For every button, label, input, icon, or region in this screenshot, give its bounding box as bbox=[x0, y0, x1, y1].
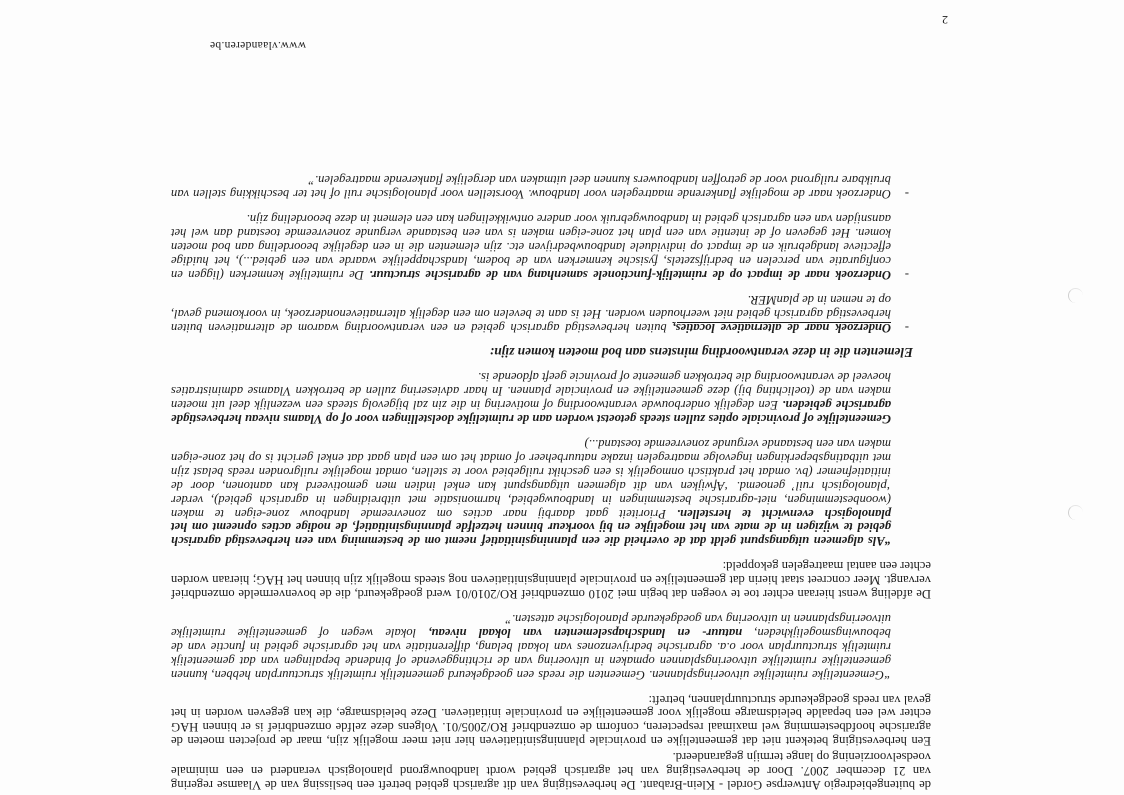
paragraph-gemeentelijke-opties bbox=[171, 370, 891, 426]
quote-uitvoeringsplannen bbox=[171, 611, 891, 681]
quote1-end: lokale wegen of gemeentelijke ruimtelijke uitvoeringsplannen in uitvoering van goedgekeurde planologische attesten.” bbox=[170, 612, 891, 640]
bullet3-text: Onderzoek naar de mogelijke flankerende maatregelen voor landbouw. Voorstellen voor planologische ruil of het ter beschikking stellen van bruikbare ruilgrond voor de getroffen landbouwers kunnen deel uitmaken van dergelijke flankerende maatregelen.” bbox=[171, 173, 891, 202]
quote2-bold: “Als algemeen uitgangspunt geldt dat de overheid die een planningsinitiatief neemt om de bestemming van een herbevestigd agrarisch gebied te wijzigen in de mate van het mogelijke en bij voorkeur binnen hetzelfde planningsinitiatief, de nodige acties opneemt om het planologisch evenwicht te herstellen. bbox=[171, 506, 891, 549]
quote2-text: Prioriteit gaat daarbij naar acties om zonevreemde landbouw zone-eigen te maken (woonbestemmingen, niet-agrarische bestemmingen in landbouwgebied, harmonisatie met uitbreidingen in agrarisch gebied), verder ‘planologisch ruil’ genoemd. ‘Afwijken van dit algemeen uitgangspunt kan enkel indien men gemotiveerd kan aantonen, door de initiatiefnemer (bv. omdat het praktisch onmogelijk is een geschikt ruilgebied voor te stellen, omdat mogelijke ruilgronden reeds belast zijn met uitbatingsbeperkingen ingevolge maatregelen inzake natuurbeheer of omdat het om een plan gaat dat enkel gericht is op het zone-eigen maken van een bestaande vergunde zonevreemde toestand...) bbox=[171, 437, 891, 521]
quote1-bold: natuur- en landschapselementen van lokaal niveau, bbox=[428, 625, 743, 640]
document-body bbox=[171, 162, 931, 791]
elements-header: Elementen die in deze verantwoording minstens aan bod moeten komen zijn: bbox=[489, 344, 913, 360]
punch-hole bbox=[1068, 288, 1083, 303]
para4-bold: Gemeentelijke of provinciale opties zullen steeds getoetst worden aan de ruimtelijke doelstellingen voor of op Vlaams niveau herbevestigde agrarische gebieden. bbox=[171, 398, 891, 427]
bullet-dash: - bbox=[904, 267, 909, 282]
punch-hole bbox=[1068, 505, 1083, 520]
footer-url: www.vlaanderen.be bbox=[209, 39, 306, 51]
bullet1-bold: Onderzoek naar de alternatieve locaties, bbox=[672, 320, 891, 335]
paragraph-beleidsmarge: Een herbevestiging betekent niet dat gemeentelijke en provinciale planningsinitiatieven hier niet meer mogelijk zijn, maar de projecten moeten de agrarische hoofdbestemming wel maximaal respecteren, conform de omzendbrief RO/2005/01. Volgens deze zelfde omzendbrief is er binnen HAG echter wel een bepaalde beleidsmarge mogelijk voor gemeentelijke en provinciale initiatieven. Deze beleidsmarge, die kan gegeven worden in het geval van reeds goedgekeurde structuurplannen, betreft: bbox=[171, 692, 931, 749]
bullet2-bold: Onderzoek naar de impact op de ruimtelijk-functionele samenhang van de agrarische structuur. bbox=[369, 267, 891, 282]
bullet-impact-samenhang bbox=[171, 211, 909, 282]
bullet-dash: - bbox=[904, 187, 909, 202]
bullet2-text: De ruimtelijke kenmerken (liggen en configuratie van percelen en bedrijfszetels, fysische kenmerken van de bodem, landschappelijke waarde van een gebied...), het huidige effectieve landgebruik en de impact op individuele landbouwbedrijven etc. zijn elementen die in een degelijke beoordeling aan bod moeten komen. Het gegeven of de intentie van een plan het zone-eigen maken is van een bestaande vergunde zonevreemde toestand dan wel het aansnijden van een agrarisch gebied in landbouwgebruik voor andere ontwikkelingen kan een element in deze beoordeling zijn. bbox=[171, 212, 891, 282]
intro-paragraph: de buitengebiedregio Antwerpse Gordel - Klein-Brabant. De herbevestiging van dit agrarisch gebied betreft een beslissing van de Vlaamse regering van 21 december 2007. Door de herbevestiging van het agrarisch gebied wordt landbouwgrond planologisch veranderd en een minimale voedselvoorziening op lange termijn gegarandeerd. bbox=[171, 750, 931, 792]
bullet1-text: buiten herbevestigd agrarisch gebied en een verantwoording waarom de alternatieven buiten herbevestigd agrarisch gebied niet weerhouden worden. Het is aan te bevelen om een degelijk alternatievenonderzoek, in voorkomend geval, op te nemen in de planMER. bbox=[171, 292, 891, 335]
page-number: 2 bbox=[942, 13, 948, 27]
paragraph-omzendbrief-2010: De afdeling wenst hieraan echter toe te voegen dat begin mei 2010 omzendbrief RO/2010/01 werd goedgekeurd, die de bovenvermelde omzendbrief vervangt. Meer concreet staat hierin dat gemeentelijke en provinciale planningsinitiatieven nog steeds mogelijk zijn binnen het HAG; hieraan worden echter een aantal maatregelen gekoppeld: bbox=[171, 559, 931, 602]
quote-planologisch-evenwicht bbox=[171, 436, 891, 547]
bullet-flankerende-maatregelen bbox=[171, 173, 909, 202]
bullet-alternatieve-locaties bbox=[171, 292, 909, 335]
bullet-dash: - bbox=[904, 320, 909, 335]
quote1-text: “Gemeentelijke ruimtelijke uitvoeringsplannen. Gemeenten die reeds een goedgekeurd gemeentelijk ruimtelijk structuurplan hebben, kunnen gemeentelijke ruimtelijke uitvoeringsplannen opmaken in uitvoering van de richtinggevende of bindende bepalingen van dat gemeentelijk ruimtelijk structuurplan voor o.a. agrarische bedrijvenzones van lokaal belang, differentiatie van het agrarische gebied in functie van de bebouwingsmogelijkheden, bbox=[171, 625, 891, 682]
para4-text: Een degelijk onderbouwde verantwoording of motivering in die zin zal bijgevolg steeds een wezenlijk deel uit moeten maken van de (toelichting bij) deze gemeentelijke en provinciale plannen. In haar adviesering zullen de betrokken Vlaamse administraties hoeveel de verantwoording die betrokken gemeente of provincie geeft afdoende is. bbox=[171, 370, 891, 413]
